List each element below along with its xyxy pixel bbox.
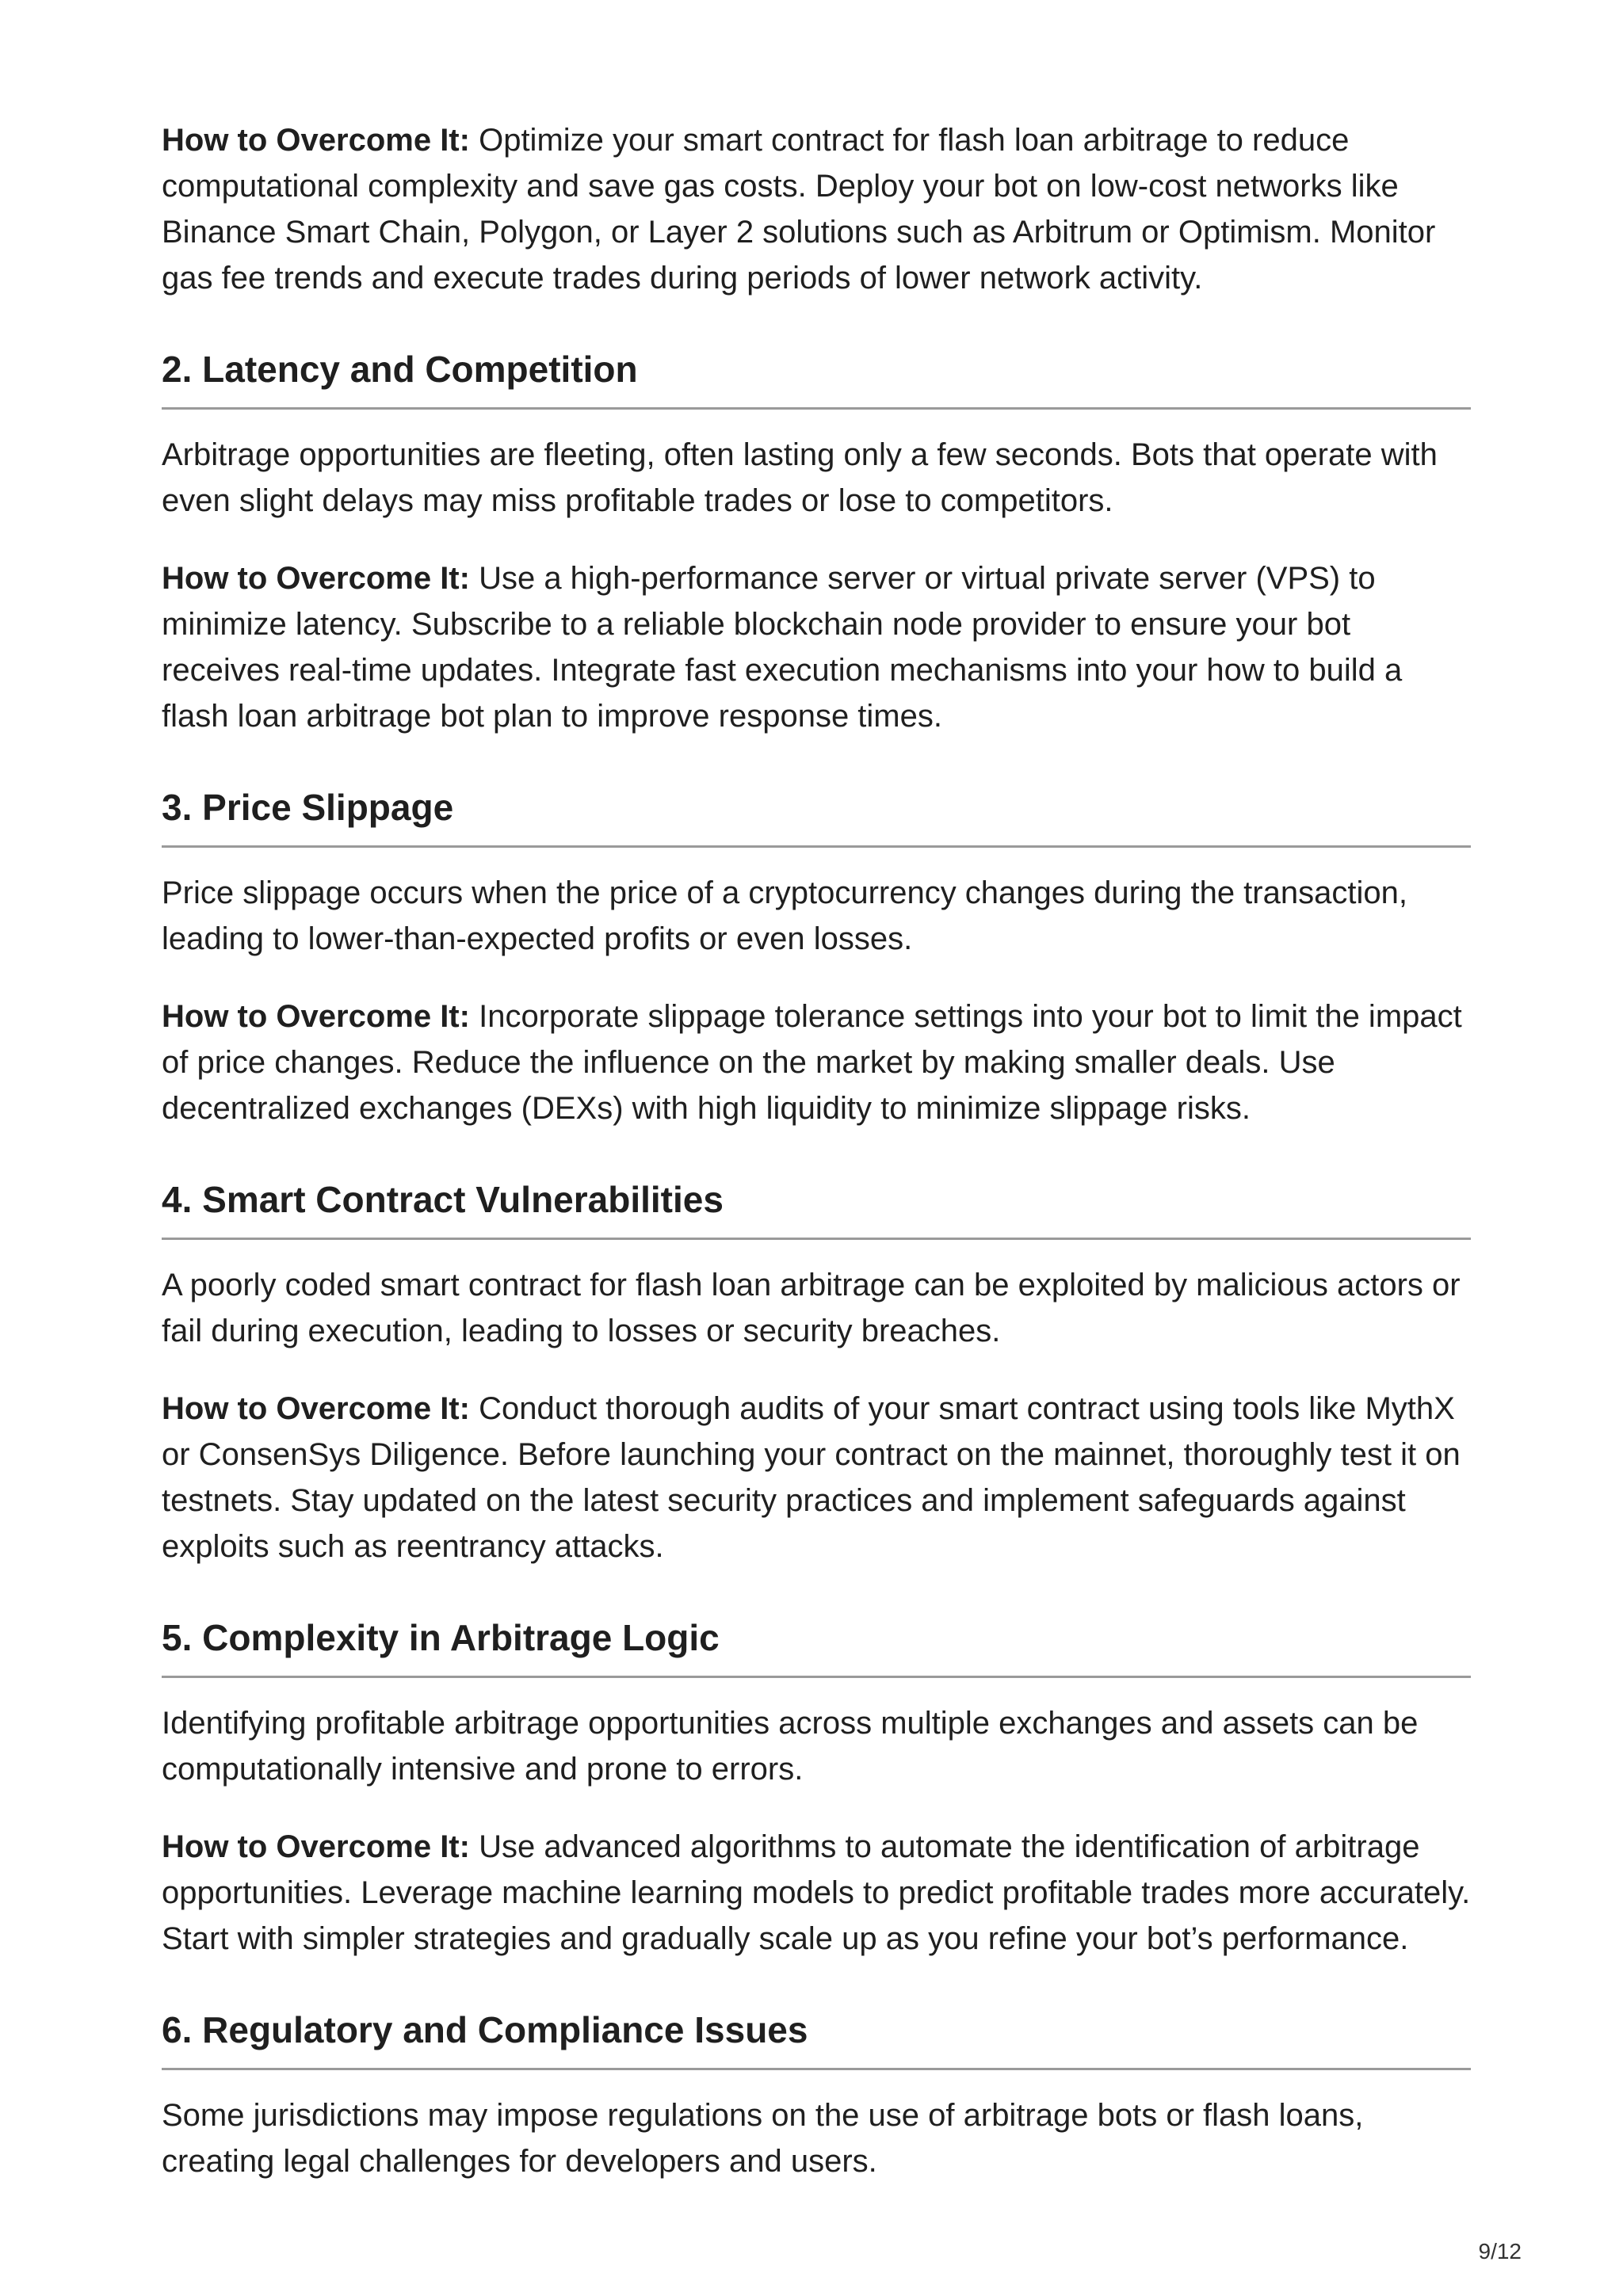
section-body-smart-contract: A poorly coded smart contract for flash loan arbitrage can be exploited by malicious actors or fail during execution, leading to losses or security breaches. <box>162 1268 1461 1348</box>
section-overcome-smart-contract <box>162 1386 1471 1569</box>
overcome-text: Use advanced algorithms to automate the identification of arbitrage opportunities. Leverage machine learning models to predict profitable trades more accurately. Start with simpler strategies and gradually scale up as you refine your bot’s performance. <box>162 1829 1471 1956</box>
overcome-text: Incorporate slippage tolerance settings into your bot to limit the impact of price changes. Reduce the influence on the market by making smaller deals. Use decentralized exchanges (DEXs) with high liquidity to minimize slippage risks. <box>162 999 1462 1126</box>
overcome-label: How to Overcome It: <box>162 561 470 596</box>
page-number: 9/12 <box>1478 2239 1522 2264</box>
section-heading-smart-contract: 4. Smart Contract Vulnerabilities <box>162 1177 1471 1240</box>
overcome-label: How to Overcome It: <box>162 1829 470 1864</box>
overcome-label: How to Overcome It: <box>162 1391 470 1426</box>
section-heading-latency: 2. Latency and Competition <box>162 347 1471 410</box>
document-page <box>162 117 1471 2216</box>
section-heading-regulatory: 6. Regulatory and Compliance Issues <box>162 2008 1471 2070</box>
overcome-text: Use a high-performance server or virtual private server (VPS) to minimize latency. Subscribe to a reliable blockchain node provider to ensure your bot receives real-time updates. Integrate fast execution mechanisms into your how to build a flash loan arbitrage bot plan to improve response times. <box>162 561 1403 734</box>
section-body-price-slippage: Price slippage occurs when the price of a cryptocurrency changes during the transaction, leading to lower-than-expected profits or even losses. <box>162 875 1407 956</box>
section-body-regulatory: Some jurisdictions may impose regulations on the use of arbitrage bots or flash loans, creating legal challenges for developers and users. <box>162 2098 1364 2179</box>
section-overcome-arbitrage-logic <box>162 1824 1471 1962</box>
overcome-label: How to Overcome It: <box>162 999 470 1034</box>
section-heading-arbitrage-logic: 5. Complexity in Arbitrage Logic <box>162 1615 1471 1678</box>
overcome-label: How to Overcome It: <box>162 123 470 158</box>
section-heading-price-slippage: 3. Price Slippage <box>162 785 1471 848</box>
overcome-text: Optimize your smart contract for flash loan arbitrage to reduce computational complexity and save gas costs. Deploy your bot on low-cost networks like Binance Smart Chain, Polygon, or Layer 2 solutions such as Arbitrum or Optimism. Monitor gas fee trends and execute trades during periods of lower network activity. <box>162 123 1436 296</box>
section-body-arbitrage-logic: Identifying profitable arbitrage opportunities across multiple exchanges and assets can be computationally intensive and prone to errors. <box>162 1706 1419 1787</box>
overcome-text: Conduct thorough audits of your smart contract using tools like MythX or ConsenSys Diligence. Before launching your contract on the mainnet, thoroughly test it on testnets. Stay updated on the latest security practices and implement safeguards against exploits such as reentrancy attacks. <box>162 1391 1461 1564</box>
section-body-latency: Arbitrage opportunities are fleeting, often lasting only a few seconds. Bots that operate with even slight delays may miss profitable trades or lose to competitors. <box>162 437 1438 518</box>
intro-overcome-paragraph <box>162 117 1471 301</box>
section-overcome-latency <box>162 555 1471 739</box>
section-overcome-price-slippage <box>162 994 1471 1131</box>
